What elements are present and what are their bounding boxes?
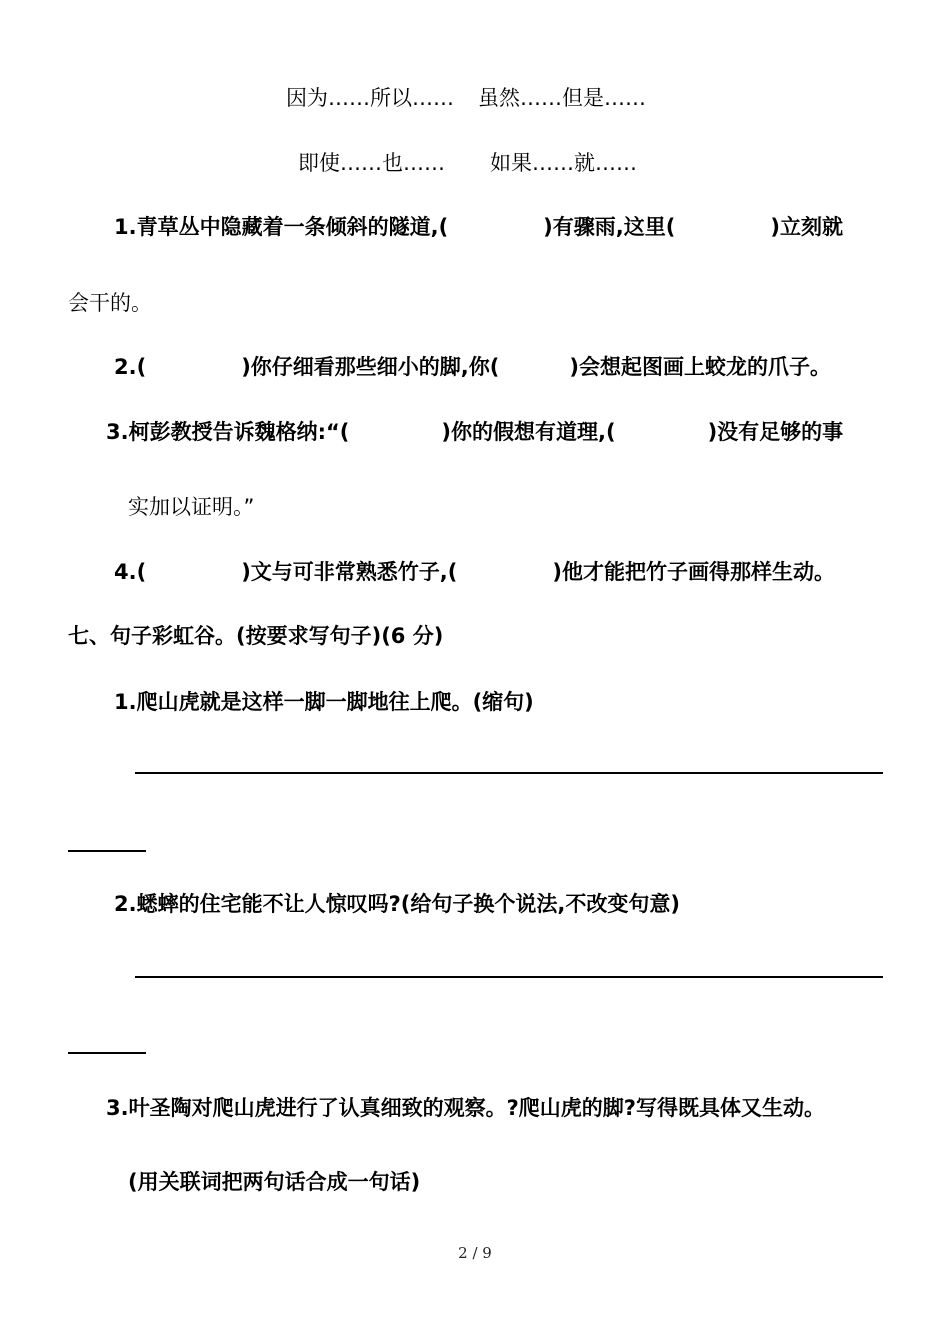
fill-item-3 — [106, 418, 843, 446]
section-7-title: 七、句子彩虹谷。(按要求写句子)(6 分) — [68, 624, 444, 648]
item-number: 2. — [114, 355, 137, 379]
item-number: 1. — [114, 215, 137, 239]
item-text: )立刻就 — [770, 215, 843, 239]
section-7-question-3-note: (用关联词把两句话合成一句话) — [128, 1170, 421, 1194]
item-number: 4. — [114, 560, 137, 584]
item-text: )你仔细看那些细小的脚,你( — [241, 355, 500, 379]
item-text: )有骤雨,这里( — [543, 215, 676, 239]
connective-if-then: 如果……就…… — [490, 151, 637, 175]
fill-item-3-continued: 实加以证明。” — [128, 495, 255, 519]
item-text: )文与可非常熟悉竹子,( — [241, 560, 458, 584]
item-text: ( — [136, 355, 147, 379]
section-7-question-1: 1.爬山虎就是这样一脚一脚地往上爬。(缩句) — [114, 690, 534, 714]
item-text: 柯彭教授告诉魏格纳:“( — [128, 420, 350, 444]
fill-item-1 — [114, 213, 843, 241]
connective-even-if: 即使……也…… — [298, 151, 445, 175]
fill-item-1-continued: 会干的。 — [68, 291, 152, 315]
answer-line[interactable] — [135, 976, 883, 978]
connective-because-so: 因为……所以…… — [286, 86, 454, 110]
item-number: 3. — [106, 420, 129, 444]
connective-row-2 — [298, 149, 637, 177]
fill-item-2 — [114, 353, 831, 381]
item-text: )没有足够的事 — [707, 420, 844, 444]
answer-line[interactable] — [135, 772, 883, 774]
item-text: ( — [136, 560, 147, 584]
answer-line-continued[interactable] — [68, 1052, 146, 1054]
section-7-question-3: 3.叶圣陶对爬山虎进行了认真细致的观察。?爬山虎的脚?写得既具体又生动。 — [106, 1096, 825, 1120]
connective-although-but: 虽然……但是…… — [478, 86, 646, 110]
connective-row-1 — [286, 84, 646, 112]
item-text: )你的假想有道理,( — [441, 420, 616, 444]
item-text: )会想起图画上蛟龙的爪子。 — [569, 355, 831, 379]
fill-item-4 — [114, 558, 835, 586]
item-text: )他才能把竹子画得那样生动。 — [552, 560, 835, 584]
item-text: 青草丛中隐藏着一条倾斜的隧道,( — [136, 215, 449, 239]
section-7-question-2: 2.蟋蟀的住宅能不让人惊叹吗?(给句子换个说法,不改变句意) — [114, 892, 680, 916]
page-number: 2 / 9 — [458, 1244, 492, 1262]
answer-line-continued[interactable] — [68, 850, 146, 852]
